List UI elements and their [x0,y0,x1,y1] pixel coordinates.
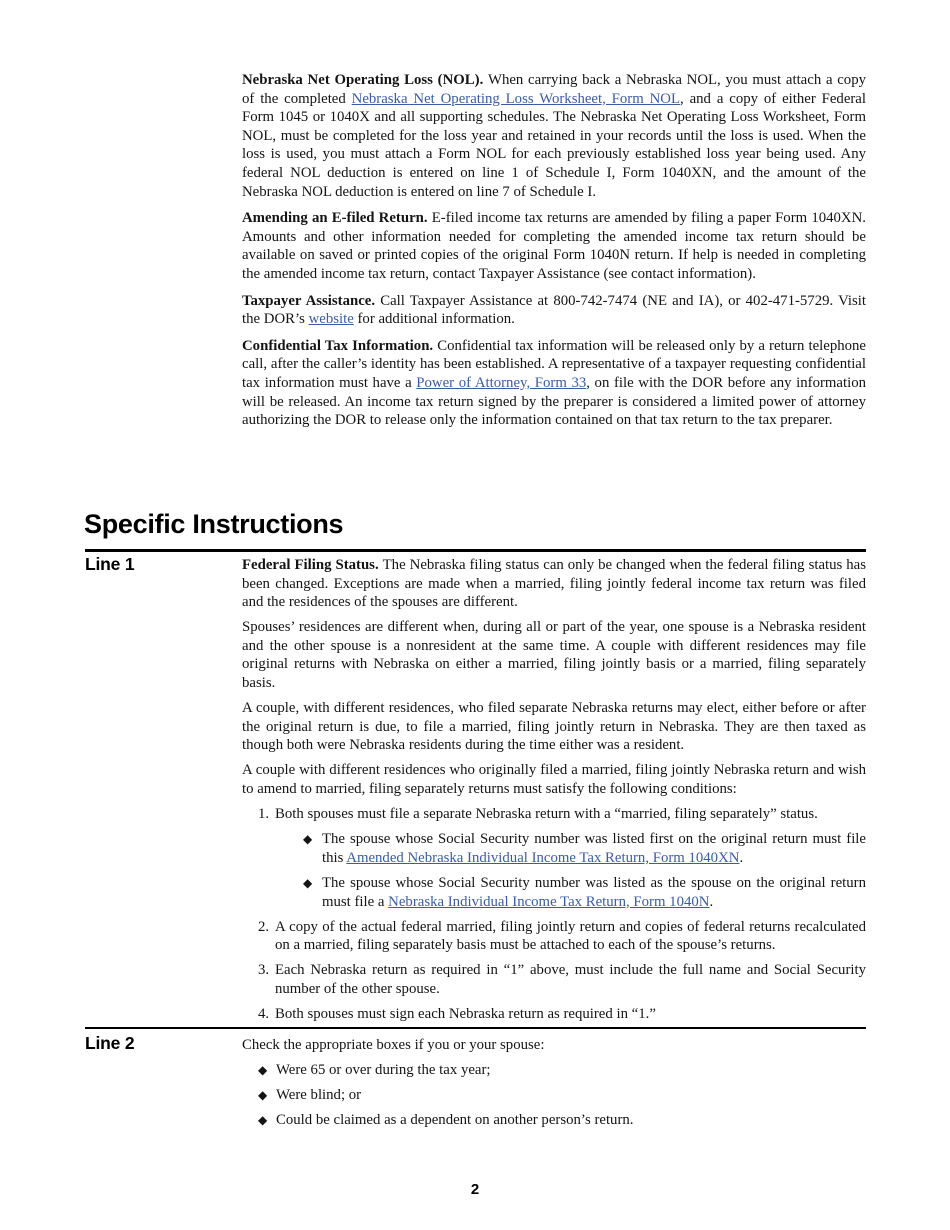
paragraph-amending-efiled [242,209,866,283]
item-number: 2. [258,918,270,935]
text-run: , on file with the DOR before any information will be released. An income tax return signed by the preparer is considered a limited power of attorney authorizing the DOR to release only the information contained on that tax return to the tax preparer. [242,374,866,429]
diamond-icon: ◆ [258,1113,268,1128]
diamond-bullet-item [258,1061,866,1080]
text-run: When carrying back a Nebraska NOL, you must attach a copy of the completed [242,72,866,107]
intro-block [242,71,866,438]
numbered-item-4 [242,1005,866,1024]
bold-lead-in: Confidential Tax Information. [242,337,438,354]
bullet-text: Could be claimed as a dependent on another person’s return. [276,1112,634,1129]
text-run: E-filed income tax returns are amended by filing a paper Form 1040XN. Amounts and other information needed for completing the amended income tax return should be available on saved or printed copies of the original Form 1040N return. If help is needed in completing the amended income tax return, contact Taxpayer Assistance (see contact information). [242,210,866,282]
paragraph-spouses-residences [242,618,866,692]
numbered-item-3 [242,961,866,998]
diamond-bullet-item [258,1111,866,1130]
diamond-icon: ◆ [303,832,313,847]
text-run: The Nebraska filing status can only be changed when the federal filing status has been changed. Exceptions are made when a married, filing jointly federal income tax return was filed and the residences of the spouses are different. [242,557,866,611]
text-run: Confidential tax information will be released only by a return telephone call, after the caller’s identity has been established. A representative of a taxpayer requesting confidential tax information must have a [242,337,866,391]
text-run: A couple with different residences who originally filed a married, filing jointly Nebraska return and wish to amend to married, filing separately returns must satisfy the following conditions: [242,762,866,798]
diamond-bullet-item [303,830,866,867]
line2-label: Line 2 [85,1033,135,1053]
item-text: Both spouses must file a separate Nebraska return with a “married, filing separately” status. [275,806,818,823]
bold-lead-in: Federal Filing Status. [242,557,383,573]
paragraph-couple-elect [242,699,866,755]
diamond-icon: ◆ [258,1088,268,1103]
diamond-bullet-item [303,874,866,911]
text-run: Call Taxpayer Assistance at 800-742-7474 (NE and IA), or 402-471-5729. Visit the DOR’s [242,292,866,328]
line1-label: Line 1 [85,554,135,574]
item-text: A copy of the actual federal married, filing jointly return and copies of federal returns recalculated on a married, filing separately basis must be attached to each of the spouse’s returns. [275,918,866,954]
form-nol-worksheet-link[interactable]: Nebraska Net Operating Loss Worksheet, Form NOL [351,90,681,107]
text-run: Spouses’ residences are different when, during all or part of the year, one spouse is a Nebraska resident and the other spouse is a nonresident at the same time. A couple with different residences may file original returns with Nebraska on either a married, filing jointly basis or a married, filing separately basis. [242,619,866,692]
item-number: 1. [258,806,270,823]
heading-divider [85,549,866,552]
item-number: 4. [258,1005,270,1022]
bullet-text [322,830,866,867]
bold-lead-in: Taxpayer Assistance. [242,292,381,309]
item-text: Both spouses must sign each Nebraska return as required in “1.” [275,1005,656,1022]
diamond-icon: ◆ [258,1063,268,1078]
form-1040n-link[interactable]: Nebraska Individual Income Tax Return, Form 1040N [388,893,710,910]
line2-intro: Check the appropriate boxes if you or your spouse: [242,1037,545,1053]
paragraph-taxpayer-assistance [242,292,866,329]
line2-content [242,1036,866,1136]
numbered-item-1 [242,805,866,824]
diamond-icon: ◆ [303,875,313,890]
text-run: The spouse whose Social Security number was listed first on the original return must file this [322,831,866,866]
line1-content [242,556,866,1030]
diamond-bullet-item [258,1086,866,1105]
text-run: . [739,849,744,866]
bullet-text [322,874,866,911]
paragraph-nebraska-nol [242,71,866,201]
paragraph-amend-conditions [242,761,866,798]
form-1040xn-link[interactable]: Amended Nebraska Individual Income Tax Return, Form 1040XN [346,849,740,866]
bullet-text: Were 65 or over during the tax year; [276,1062,491,1079]
page-number: 2 [470,1181,480,1198]
dor-website-link[interactable]: website [308,311,354,328]
line2-divider [85,1027,866,1029]
item-text: Each Nebraska return as required in “1” above, must include the full name and Social Security number of the other spouse. [275,962,866,997]
text-run: The spouse whose Social Security number was listed as the spouse on the original return must file a [322,874,866,910]
bold-lead-in: Nebraska Net Operating Loss (NOL). [242,72,488,88]
text-run: A couple, with different residences, who filed separate Nebraska returns may elect, either before or after the original return is due, to file a married, filing jointly return in Nebraska. They are then taxed as though both were Nebraska residents during the time either was a resident. [242,700,866,754]
text-run: , and a copy of either Federal Form 1045 or 1040X and all supporting schedules. The Nebraska Net Operating Loss Worksheet, Form NOL, must be completed for the loss year and retained in your records until the loss is used. When the loss is used, you must attach a Form NOL for each previously established loss year being used. Any federal NOL deduction is entered on line 1 of Schedule I, Form 1040XN, and the amount of the Nebraska NOL deduction is entered on line 7 of Schedule I. [242,90,866,200]
bullet-text: Were blind; or [276,1087,362,1104]
section-heading: Specific Instructions [84,509,344,539]
power-of-attorney-form33-link[interactable]: Power of Attorney, Form 33 [416,374,587,391]
paragraph-confidential-info [242,337,866,430]
numbered-item-2 [242,918,866,955]
text-run: for additional information. [353,311,515,328]
item-number: 3. [258,962,270,979]
bold-lead-in: Amending an E-filed Return. [242,210,432,227]
paragraph-federal-filing-status [242,556,866,612]
text-run: . [709,893,714,910]
